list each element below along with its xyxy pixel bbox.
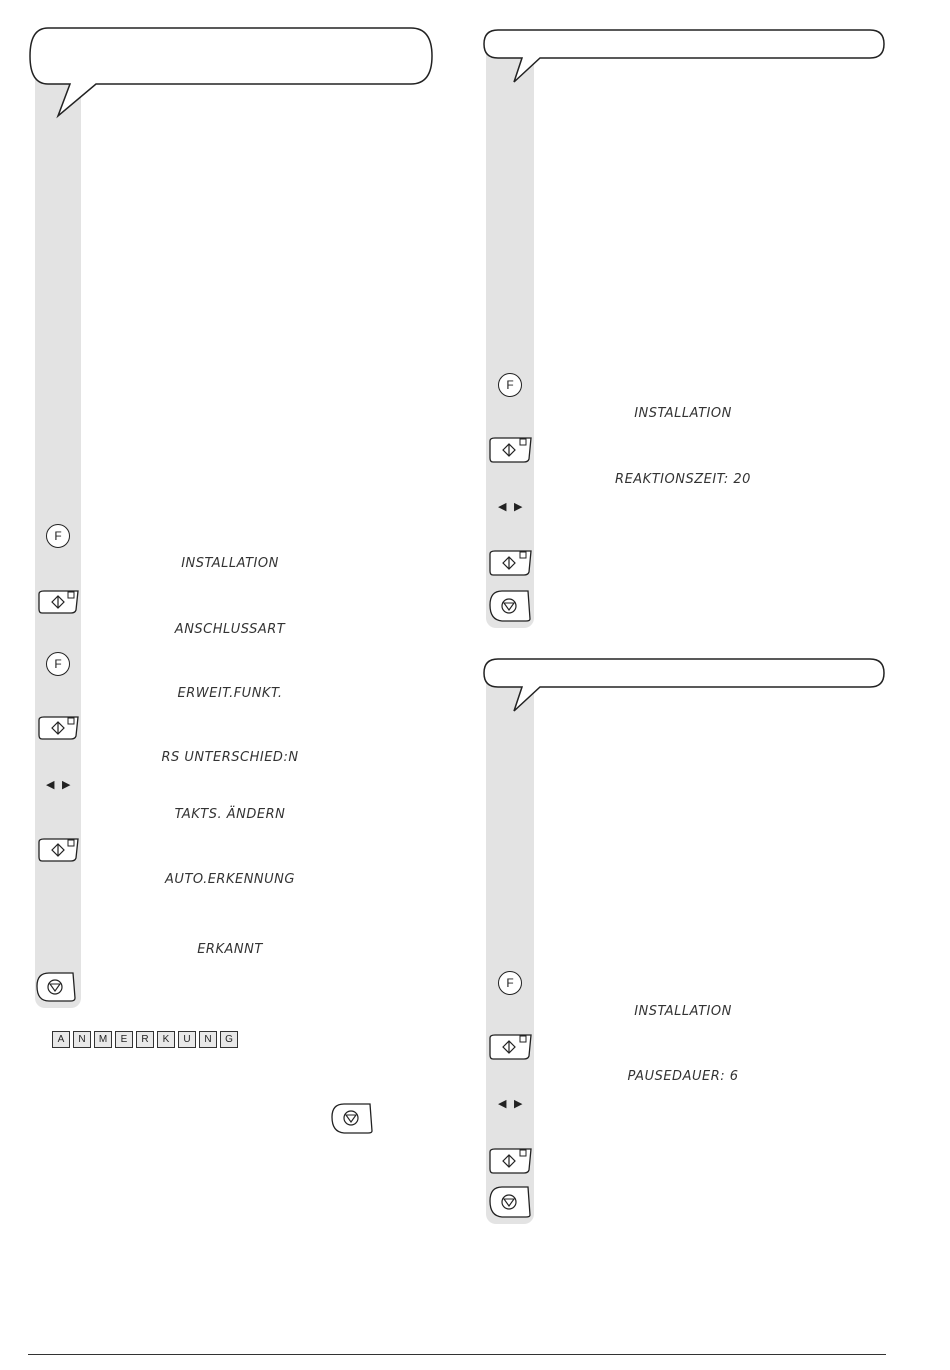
display-text: PAUSEDAUER: 6 xyxy=(627,1069,739,1084)
start-key[interactable] xyxy=(487,1032,535,1062)
note-letter: K xyxy=(157,1031,175,1048)
arrow-keys[interactable]: ◀ ▶ xyxy=(498,1097,525,1110)
display-text: ANSCHLUSSART xyxy=(174,622,286,637)
start-key[interactable] xyxy=(487,435,535,465)
note-letter: E xyxy=(115,1031,133,1048)
start-key[interactable] xyxy=(487,1146,535,1176)
note-letter: M xyxy=(94,1031,112,1048)
left-speech-bubble xyxy=(26,26,436,122)
arrow-keys[interactable]: ◀ ▶ xyxy=(498,500,525,513)
display-text: INSTALLATION xyxy=(634,406,732,421)
function-key[interactable]: F xyxy=(46,652,70,676)
right-bottom-step-strip xyxy=(486,680,534,1224)
display-text: ERKANNT xyxy=(197,942,263,957)
function-key[interactable]: F xyxy=(498,373,522,397)
start-key[interactable] xyxy=(36,836,82,864)
start-key[interactable] xyxy=(36,588,82,616)
note-letter: G xyxy=(220,1031,238,1048)
footer-rule xyxy=(28,1354,886,1355)
stop-key[interactable] xyxy=(486,588,534,624)
note-letter: U xyxy=(178,1031,196,1048)
arrow-keys[interactable]: ◀ ▶ xyxy=(46,778,73,791)
display-text: REAKTIONSZEIT: 20 xyxy=(615,472,751,487)
display-text: TAKTS. ÄNDERN xyxy=(174,807,286,822)
display-text: INSTALLATION xyxy=(181,556,279,571)
display-text: ERWEIT.FUNKT. xyxy=(177,686,283,701)
stop-key[interactable] xyxy=(328,1101,376,1135)
note-letter: R xyxy=(136,1031,154,1048)
function-key[interactable]: F xyxy=(46,524,70,548)
note-letter: N xyxy=(73,1031,91,1048)
right-bottom-speech-bubble xyxy=(480,657,890,715)
start-key[interactable] xyxy=(36,714,82,742)
right-top-step-strip xyxy=(486,50,534,628)
start-key[interactable] xyxy=(487,548,535,578)
note-letter: N xyxy=(199,1031,217,1048)
stop-key[interactable] xyxy=(33,970,79,1004)
stop-key[interactable] xyxy=(486,1184,534,1220)
display-text: INSTALLATION xyxy=(634,1004,732,1019)
function-key[interactable]: F xyxy=(498,971,522,995)
right-top-speech-bubble xyxy=(480,28,890,86)
note-label xyxy=(52,1031,238,1048)
display-text: RS UNTERSCHIED:N xyxy=(161,750,299,765)
display-text: AUTO.ERKENNUNG xyxy=(165,872,295,887)
note-letter: A xyxy=(52,1031,70,1048)
